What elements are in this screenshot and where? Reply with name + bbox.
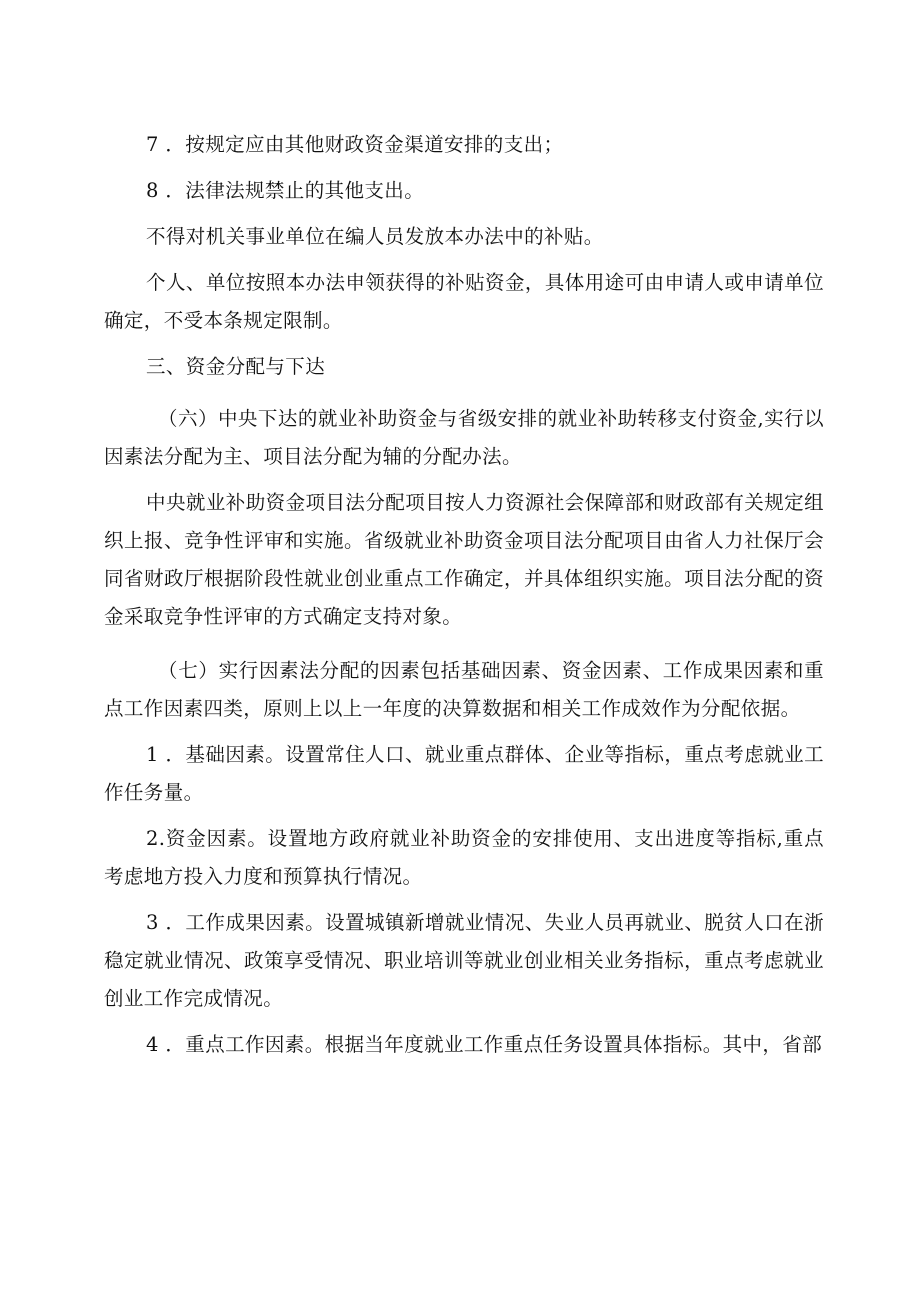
section-heading: 三、资金分配与下达 bbox=[146, 355, 326, 378]
paragraph-factor-4: 4 ．重点工作因素。根据当年度就业工作重点任务设置具体指标。其中，省部 bbox=[146, 1033, 823, 1056]
paragraph-no-subsidy: 不得对机关事业单位在编人员发放本办法中的补贴。 bbox=[146, 225, 604, 248]
document-body bbox=[104, 126, 824, 1064]
paragraph-clause-7: （七）实行因素法分配的因素包括基础因素、资金因素、工作成果因素和重点工作因素四类，原则上以上一年度的决算数据和相关工作成效作为分配依据。 bbox=[104, 659, 824, 720]
paragraph-item-7: 7 ．按规定应由其他财政资金渠道安排的支出； bbox=[146, 133, 564, 156]
paragraph-factor-2: 2.资金因素。设置地方政府就业补助资金的安排使用、支出进度等指标,重点考虑地方投入力度和预算执行情况。 bbox=[104, 827, 824, 888]
paragraph-factor-3: 3 ．工作成果因素。设置城镇新增就业情况、失业人员再就业、脱贫人口在浙稳定就业情况、政策享受情况、职业培训等就业创业相关业务指标，重点考虑就业创业工作完成情况。 bbox=[104, 911, 824, 1010]
paragraph-project-method: 中央就业补助资金项目法分配项目按人力资源社会保障部和财政部有关规定组织上报、竞争性评审和实施。省级就业补助资金项目法分配项目由省人力社保厅会同省财政厅根据阶段性就业创业重点工作确定，并具体组织实施。项目法分配的资金采取竞争性评审的方式确定支持对象。 bbox=[104, 491, 824, 628]
paragraph-factor-1: 1 ．基础因素。设置常住人口、就业重点群体、企业等指标，重点考虑就业工作任务量。 bbox=[104, 743, 824, 804]
paragraph-clause-6: （六）中央下达的就业补助资金与省级安排的就业补助转移支付资金,实行以因素法分配为主、项目法分配为辅的分配办法。 bbox=[104, 407, 824, 468]
paragraph-subsidy-use: 个人、单位按照本办法申领获得的补贴资金，具体用途可由申请人或申请单位确定，不受本条规定限制。 bbox=[104, 271, 824, 332]
paragraph-item-8: 8 ．法律法规禁止的其他支出。 bbox=[146, 179, 425, 202]
